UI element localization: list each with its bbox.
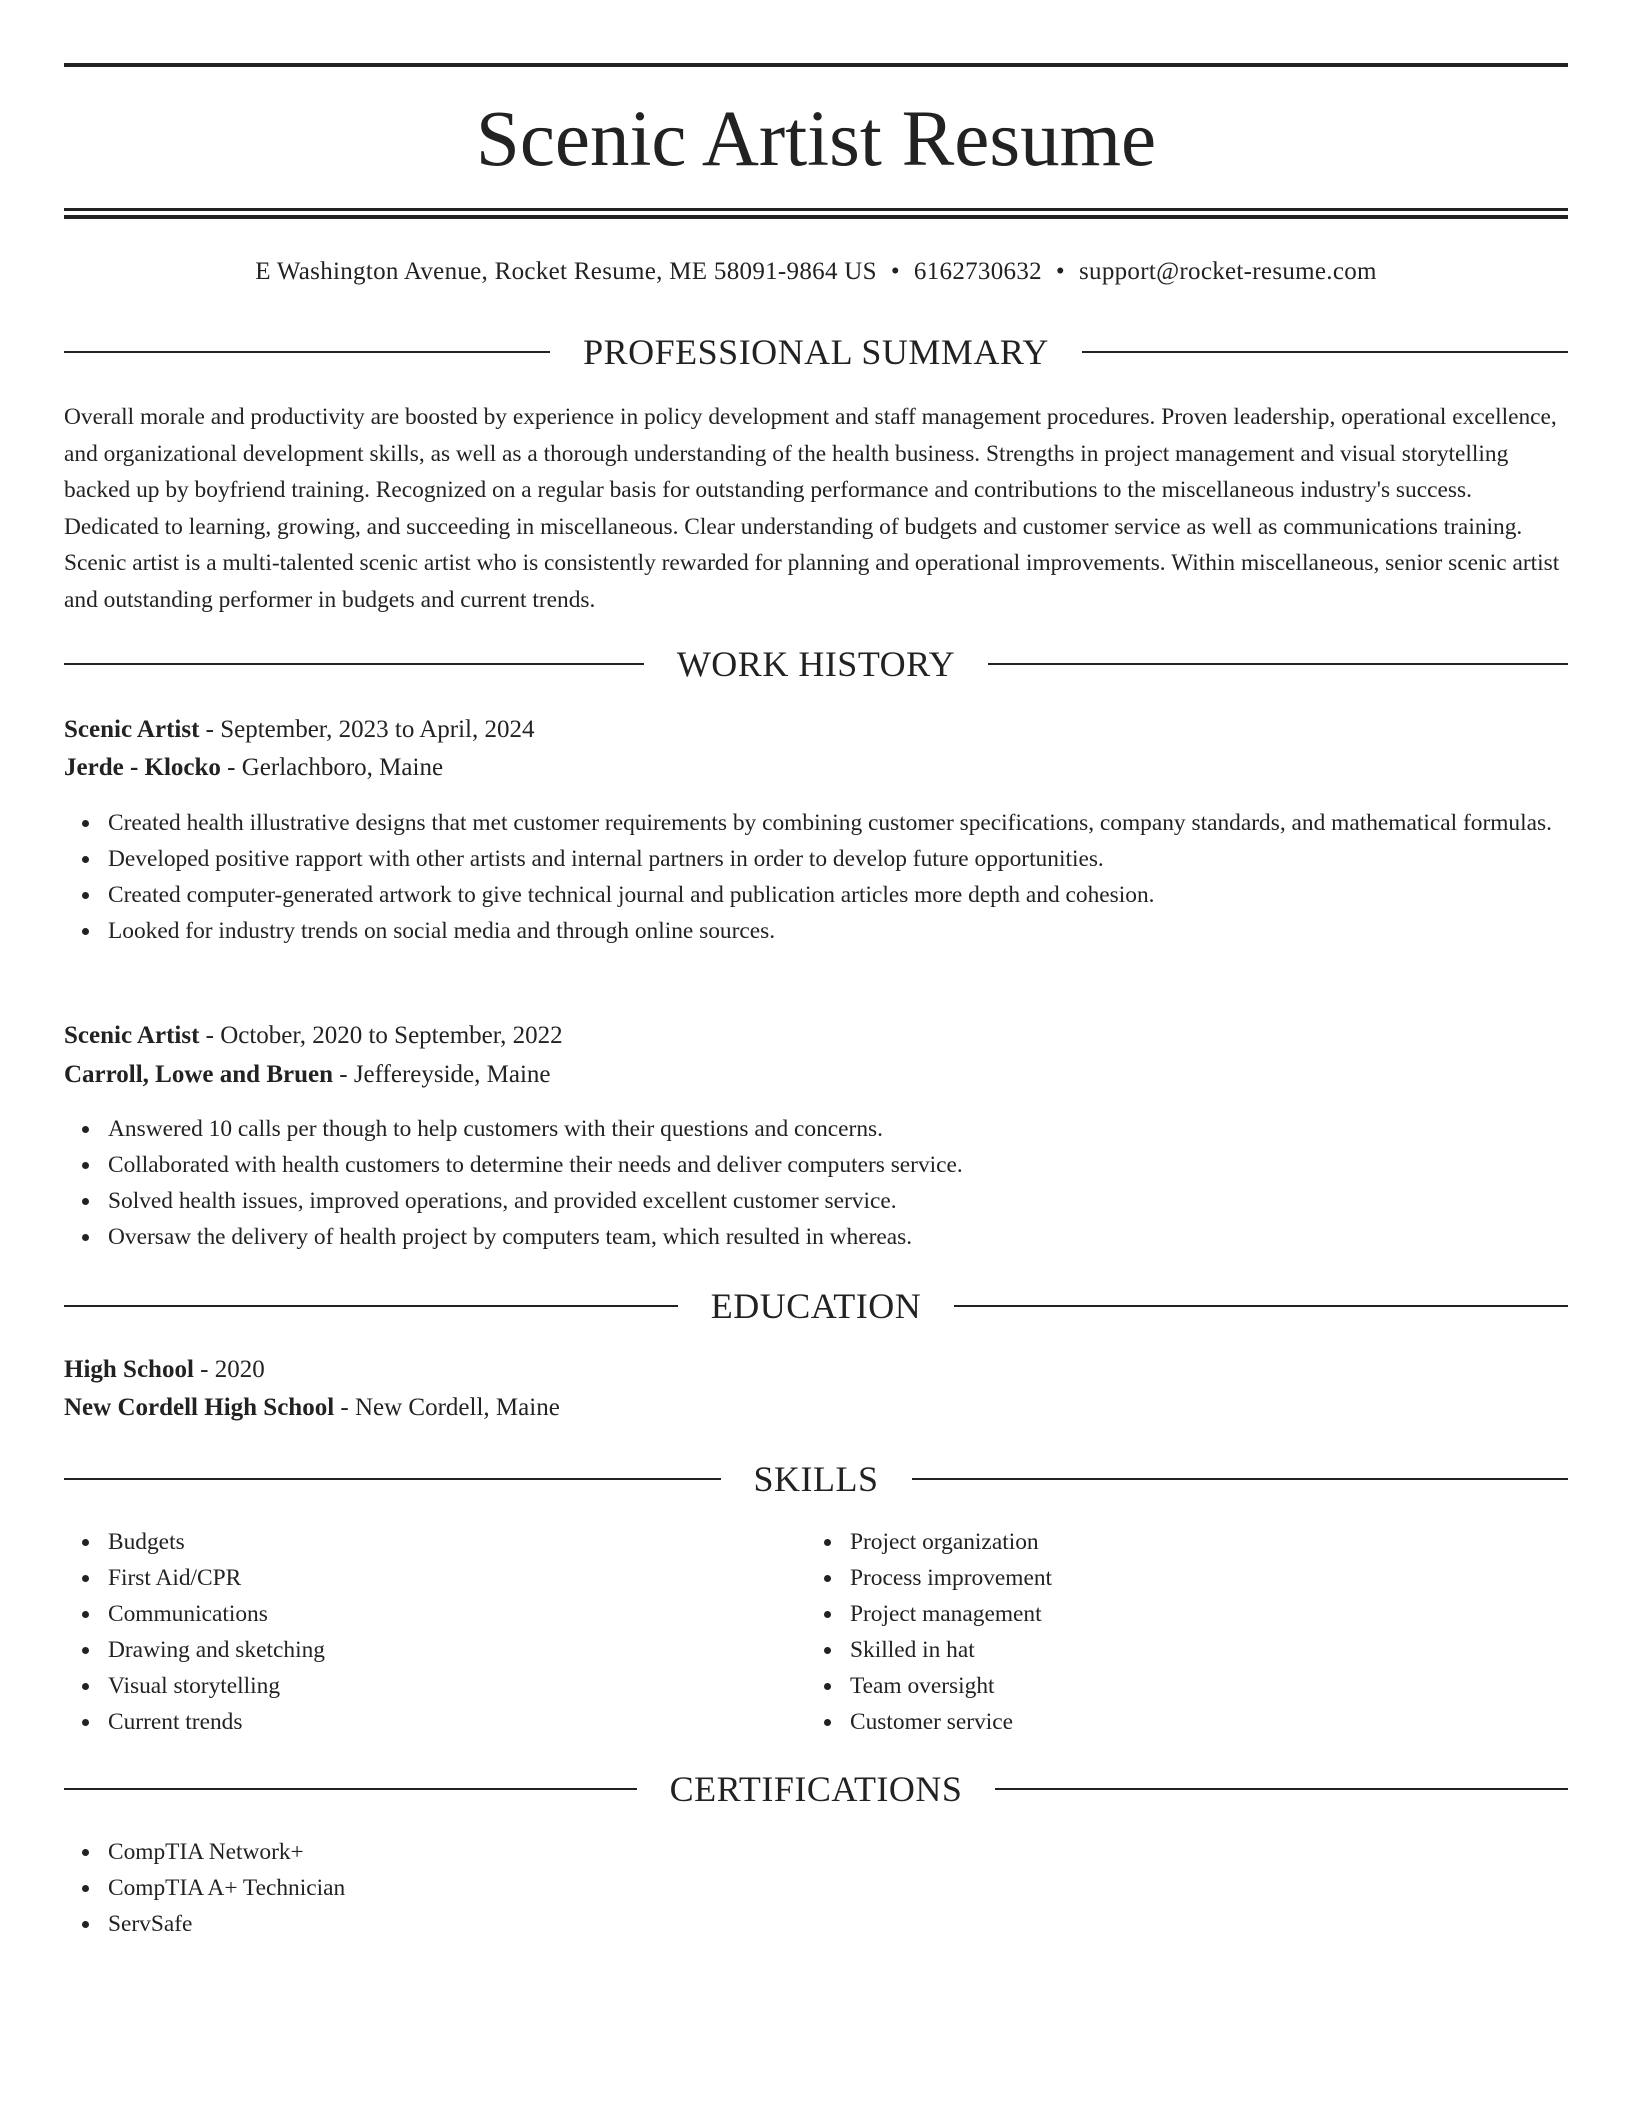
- job-bullets: [64, 1111, 1612, 1255]
- list-item: Created computer-generated artwork to give technical journal and publication articles more depth and cohesion.: [108, 877, 1612, 913]
- section-heading-work: [64, 642, 1568, 686]
- section-title: SKILLS: [753, 1459, 879, 1499]
- heading-rule: [1082, 351, 1568, 353]
- list-item: Solved health issues, improved operations, and provided excellent customer service.: [108, 1183, 1612, 1219]
- job-title-line: [64, 712, 534, 748]
- list-item: Collaborated with health customers to determine their needs and deliver computers service.: [108, 1147, 1612, 1183]
- title-rule-upper: [64, 208, 1568, 211]
- certification-item: CompTIA A+ Technician: [108, 1870, 1612, 1906]
- education-school: New Cordell High School: [64, 1394, 335, 1421]
- skill-item: Process improvement: [850, 1560, 1550, 1596]
- top-rule: [64, 63, 1568, 67]
- section-heading-certifications: [64, 1767, 1568, 1811]
- heading-rule: [64, 1788, 637, 1790]
- job-company-line: [64, 1057, 551, 1093]
- skill-item: Visual storytelling: [108, 1668, 808, 1704]
- contact-line: [64, 252, 1568, 292]
- education-degree-line: [64, 1352, 265, 1388]
- skill-item: Communications: [108, 1596, 808, 1632]
- section-title: PROFESSIONAL SUMMARY: [583, 332, 1049, 372]
- section-title: EDUCATION: [710, 1286, 922, 1326]
- skill-item: Current trends: [108, 1704, 808, 1740]
- contact-address: E Washington Avenue, Rocket Resume, ME 58091-9864 US: [255, 258, 877, 285]
- heading-rule: [912, 1478, 1569, 1480]
- heading-rule: [64, 1305, 678, 1307]
- job-location: - Jeffereyside, Maine: [333, 1061, 551, 1088]
- list-item: Oversaw the delivery of health project by computers team, which resulted in whereas.: [108, 1219, 1612, 1255]
- certification-item: ServSafe: [108, 1906, 1612, 1942]
- education-year: - 2020: [193, 1356, 265, 1383]
- job-company: Carroll, Lowe and Bruen: [64, 1061, 333, 1088]
- section-title: CERTIFICATIONS: [669, 1769, 963, 1809]
- contact-phone: 6162730632: [913, 258, 1042, 285]
- contact-separator: •: [890, 258, 900, 285]
- heading-rule: [954, 1305, 1568, 1307]
- skills-list-right: [806, 1524, 1550, 1740]
- page-title: Scenic Artist Resume: [475, 96, 1157, 183]
- section-heading-summary: [64, 330, 1568, 374]
- job-bullets: [64, 805, 1612, 949]
- section-heading-skills: [64, 1457, 1568, 1501]
- job-dates: - September, 2023 to April, 2024: [199, 716, 535, 743]
- contact-email: support@rocket-resume.com: [1078, 258, 1377, 285]
- title-rule-lower: [64, 215, 1568, 219]
- skill-item: Drawing and sketching: [108, 1632, 808, 1668]
- job-title: Scenic Artist: [64, 716, 200, 743]
- job-company: Jerde - Klocko: [64, 754, 221, 781]
- skill-item: Team oversight: [850, 1668, 1550, 1704]
- heading-rule: [64, 351, 550, 353]
- job-title-line: [64, 1018, 563, 1054]
- certifications-list: [64, 1834, 1612, 1942]
- summary-paragraph: Overall morale and productivity are boosted by experience in policy development and staff management procedures. Proven leadership, operational excellence, and organizational development skills, as well as a thorough understanding of the health business. Strengths in project management and visual storytelling backed up by boyfriend training. Recognized on a regular basis for outstanding performance and contributions to the miscellaneous industry's success. Dedicated to learning, growing, and succeeding in miscellaneous. Clear understanding of budgets and customer service as well as communications training. Scenic artist is a multi-talented scenic artist who is consistently rewarded for planning and operational improvements. Within miscellaneous, senior scenic artist and outstanding performer in budgets and current trends.: [64, 404, 1560, 613]
- skill-item: Project management: [850, 1596, 1550, 1632]
- certification-item: CompTIA Network+: [108, 1834, 1612, 1870]
- skill-item: Customer service: [850, 1704, 1550, 1740]
- skills-list-left: [64, 1524, 808, 1740]
- education-school-line: [64, 1390, 560, 1426]
- heading-rule: [995, 1788, 1568, 1790]
- job-company-line: [64, 750, 443, 786]
- job-location: - Gerlachboro, Maine: [220, 754, 444, 781]
- skill-item: First Aid/CPR: [108, 1560, 808, 1596]
- section-title: WORK HISTORY: [676, 644, 956, 684]
- skill-item: Skilled in hat: [850, 1632, 1550, 1668]
- section-heading-education: [64, 1284, 1568, 1328]
- list-item: Developed positive rapport with other artists and internal partners in order to develop future opportunities.: [108, 841, 1612, 877]
- education-location: - New Cordell, Maine: [334, 1394, 560, 1421]
- skill-item: Project organization: [850, 1524, 1550, 1560]
- contact-separator: •: [1055, 258, 1065, 285]
- job-dates: - October, 2020 to September, 2022: [199, 1022, 563, 1049]
- education-degree: High School: [64, 1356, 194, 1383]
- skill-item: Budgets: [108, 1524, 808, 1560]
- heading-rule: [64, 1478, 721, 1480]
- heading-rule: [988, 663, 1568, 665]
- job-title: Scenic Artist: [64, 1022, 200, 1049]
- list-item: Answered 10 calls per though to help customers with their questions and concerns.: [108, 1111, 1612, 1147]
- list-item: Looked for industry trends on social media and through online sources.: [108, 913, 1612, 949]
- heading-rule: [64, 663, 644, 665]
- list-item: Created health illustrative designs that met customer requirements by combining customer specifications, company standards, and mathematical formulas.: [108, 805, 1612, 841]
